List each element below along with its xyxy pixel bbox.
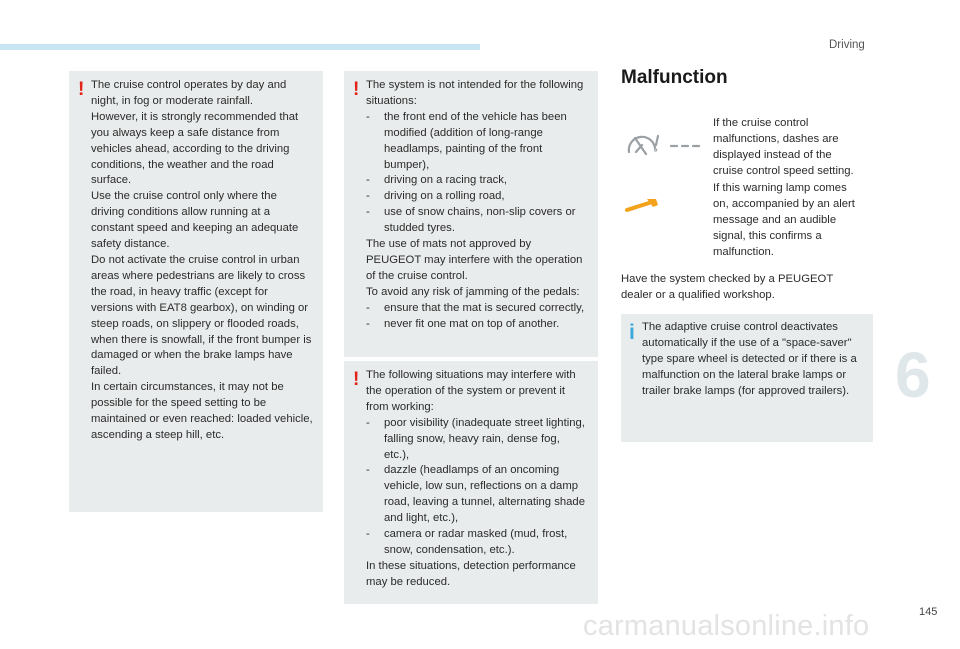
warning-box-interference (344, 361, 598, 604)
interference-intro: The following situations may interfere with the operation of the system or prevent it from working: (366, 369, 576, 413)
interference-outro: In these situations, detection performance may be reduced. (366, 559, 576, 588)
list-item: - the front end of the vehicle has been modified (addition of long-range headlamps, painting of the front bumper), (366, 110, 567, 171)
warning-lamp-text: If this warning lamp comes on, accompanied by an alert message and an audible signal, this confirms a malfunction. (713, 182, 855, 258)
section-title: Driving (829, 39, 865, 51)
warning-exclamation-icon: ! (353, 79, 360, 100)
list-item: - ensure that the mat is secured correctly, (366, 301, 585, 314)
dealer-text: Have the system checked by a PEUGEOT dealer or a qualified workshop. (621, 273, 834, 301)
list-item: - dazzle (headlamps of an oncoming vehicle, low sun, reflections on a damp road, leaving a tunnel, alternating shade and light, etc.), (366, 464, 585, 525)
not-intended-intro: The system is not intended for the following situations: (366, 79, 584, 107)
pedals-intro: To avoid any risk of jamming of the pedals: (366, 285, 580, 298)
list-item: - poor visibility (inadequate street lighting, falling snow, heavy rain, dense fog, etc.), (366, 416, 585, 461)
mats-text: The use of mats not approved by PEUGEOT may interfere with the operation of the cruise control. (366, 238, 583, 282)
warning-box-not-intended (344, 71, 598, 357)
cruise-usage-text: The cruise control operates by day and night, in fog or moderate rainfall. However, it is strongly recommended that you always keep a safe distance from vehicles ahead, according to the driving conditions, the weather and the road surface. Use the cruise control only where the driving conditions allow running at a constant speed and keeping an adequate safety distance. Do not activate the cruise control in urban areas where pedestrians are likely to cross the road, in heavy traffic (except for versions with EAT8 gearbox), on winding or steep roads, on slippery or flooded roads, when there is snowfall, if the front bumper is damaged or when the brake lamps have failed. In certain circumstances, it may not be possible for the speed setting to be maintained or even reached: loaded vehicle, ascending a steep hill, etc. (91, 79, 313, 441)
list-item: - driving on a rolling road, (366, 190, 505, 203)
malfunction-heading: Malfunction (621, 67, 728, 88)
service-wrench-icon (625, 197, 661, 215)
info-icon: i (629, 321, 635, 344)
spare-wheel-text: The adaptive cruise control deactivates automatically if the use of a "space-saver" type spare wheel is detected or if there is a malfunction on the lateral brake lamps or trailer brake lamps (for approved trailers). (642, 321, 857, 397)
warning-box-cruise-usage (69, 71, 323, 512)
cruise-control-dashes-icon (626, 128, 706, 162)
warning-exclamation-icon: ! (353, 369, 360, 390)
watermark: carmanualsonline.info (583, 610, 870, 642)
info-box-spare-wheel (621, 314, 873, 442)
header-accent-bar (0, 44, 480, 50)
warning-exclamation-icon: ! (78, 79, 85, 100)
dashes-text: If the cruise control malfunctions, dashes are displayed instead of the cruise control speed setting. (713, 117, 854, 177)
list-item: - use of snow chains, non-slip covers or studded tyres. (366, 206, 576, 235)
list-item: - never fit one mat on top of another. (366, 317, 560, 330)
chapter-tab-number: 6 (895, 339, 931, 411)
page-number: 145 (919, 606, 938, 618)
list-item: - camera or radar masked (mud, frost, snow, condensation, etc.). (366, 528, 568, 556)
list-item: - driving on a racing track, (366, 174, 508, 187)
